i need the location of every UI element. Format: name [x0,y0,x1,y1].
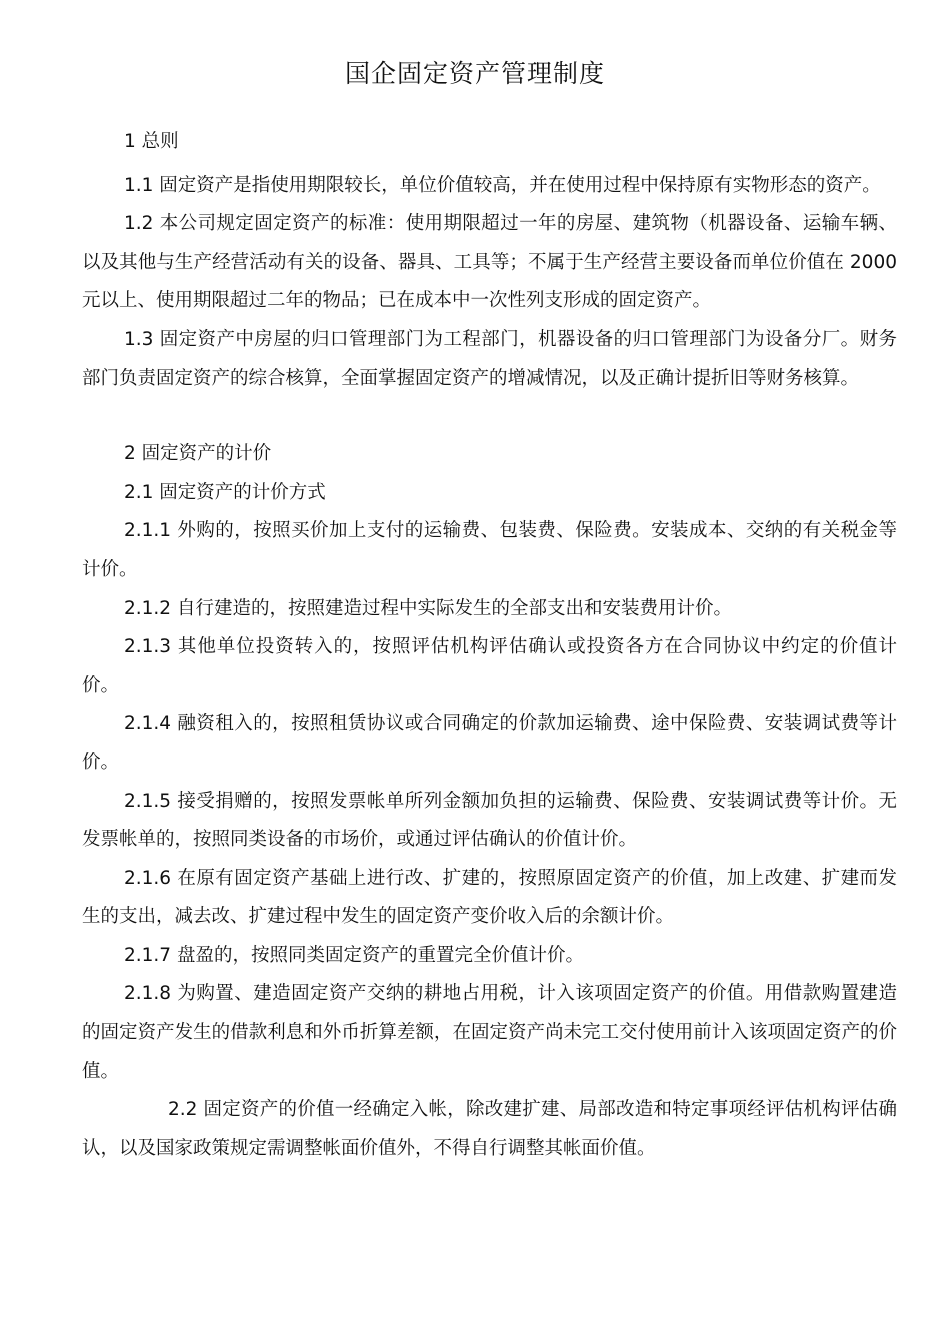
paragraph-2-1-2: 2.1.2 自行建造的，按照建造过程中实际发生的全部支出和安装费用计价。 [124,597,732,619]
paragraph-1-2: 1.2 本公司规定固定资产的标准：使用期限超过一年的房屋、建筑物（机器设备、运输车辆、以及其他与生产经营活动有关的设备、器具、工具等；不属于生产经营主要设备而单位价值在 2000 元以上、使用期限超过二年的物品；已在成本中一次性列支形成的固定资产。 [82,213,897,312]
paragraph-2-1-5: 2.1.5 接受捐赠的，按照发票帐单所列金额加负担的运输费、保险费、安装调试费等计价。无发票帐单的，按照同类设备的市场价，或通过评估确认的价值计价。 [82,790,897,851]
section-heading-general: 1 总则 [124,131,179,152]
paragraph-2-1-8: 2.1.8 为购置、建造固定资产交纳的耕地占用税，计入该项固定资产的价值。用借款购置建造的固定资产发生的借款利息和外币折算差额，在固定资产尚未完工交付使用前计入该项固定资产的价值。 [82,983,897,1082]
section-heading-valuation: 2 固定资产的计价 [124,443,272,465]
paragraph-2-1-1: 2.1.1 外购的，按照买价加上支付的运输费、包装费、保险费。安装成本、交纳的有关税金等计价。 [82,520,897,580]
paragraph-1-1: 1.1 固定资产是指使用期限较长，单位价值较高，并在使用过程中保持原有实物形态的资产。 [124,174,881,196]
paragraph-2-1: 2.1 固定资产的计价方式 [124,481,326,503]
document-title: 国企固定资产管理制度 [344,59,605,88]
paragraph-2-1-4: 2.1.4 融资租入的，按照租赁协议或合同确定的价款加运输费、途中保险费、安装调试费等计价。 [82,713,897,773]
paragraph-2-1-7: 2.1.7 盘盈的，按照同类固定资产的重置完全价值计价。 [124,944,584,966]
document-body [82,123,897,1168]
paragraph-1-3: 1.3 固定资产中房屋的归口管理部门为工程部门，机器设备的归口管理部门为设备分厂。财务部门负责固定资产的综合核算，全面掌握固定资产的增减情况，以及正确计提折旧等财务核算。 [82,328,897,389]
paragraph-2-1-3: 2.1.3 其他单位投资转入的，按照评估机构评估确认或投资各方在合同协议中约定的价值计价。 [82,636,897,696]
paragraph-2-1-6: 2.1.6 在原有固定资产基础上进行改、扩建的，按照原固定资产的价值，加上改建、扩建而发生的支出，减去改、扩建过程中发生的固定资产变价收入后的余额计价。 [82,867,897,928]
paragraph-2-2: 2.2 固定资产的价值一经确定入帐，除改建扩建、局部改造和特定事项经评估机构评估确认，以及国家政策规定需调整帐面价值外，不得自行调整其帐面价值。 [82,1099,897,1159]
